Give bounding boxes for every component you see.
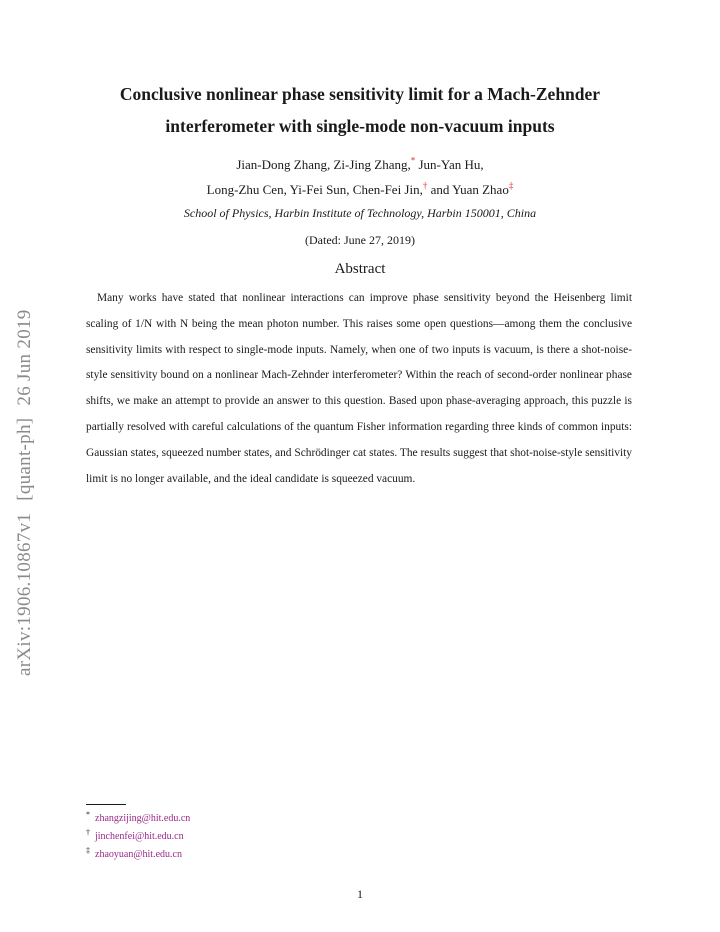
footnote-3: ‡ zhaoyuan@hit.edu.cn [86,845,182,860]
authors-line-2-start: Long-Zhu Cen, Yi-Fei Sun, Chen-Fei Jin, [206,182,423,197]
author-list [80,152,640,202]
title-line-1: Conclusive nonlinear phase sensitivity limit for a Mach-Zehnder [119,84,601,104]
footnote-mark-2[interactable]: † [422,180,428,191]
footnote-3-email-link[interactable]: zhaoyuan@hit.edu.cn [95,849,182,860]
authors-line-1-start: Jian-Dong Zhang, Zi-Jing Zhang, [236,157,411,172]
arxiv-date: 26 Jun 2019 [14,309,35,406]
footnotes [86,810,190,864]
arxiv-identifier-stamp [14,309,36,676]
footnote-1: * zhangzijing@hit.edu.cn [86,809,191,824]
authors-line-1 [80,152,640,177]
page-number: 1 [357,887,363,901]
authors-line-1-end: Jun-Yan Hu, [415,157,484,172]
footnote-1-email-link[interactable]: zhangzijing@hit.edu.cn [95,813,191,824]
abstract-heading: Abstract [334,261,386,277]
affiliation: School of Physics, Harbin Institute of Technology, Harbin 150001, China [183,206,537,220]
title-line-2: interferometer with single-mode non-vacuum inputs [165,116,555,136]
dated-line: (Dated: June 27, 2019) [305,233,415,247]
authors-line-2 [80,177,640,202]
arxiv-category: [quant-ph] [14,417,35,501]
footnote-mark-3[interactable]: ‡ [508,180,514,191]
authors-line-2-end: and Yuan Zhao [427,182,509,197]
footnote-mark-1[interactable]: * [410,155,416,166]
paper-title [80,78,640,142]
abstract-text: Many works have stated that nonlinear interactions can improve phase sensitivity beyond the Heisenberg limit scaling of 1/N with N being the mean photon number. This raises some open questions—among them the conclusive sensitivity limits with respect to single-mode inputs. Namely, when one of two inputs is vacuum, is there a shot-noise-style sensitivity bound on a nonlinear Mach-Zehnder interferometer? Within the reach of second-order nonlinear phase shifts, we make an attempt to provide an answer to this question. Based upon phase-averaging approach, this puzzle is partially resolved with careful calculations of the quantum Fisher information regarding three kinds of common inputs: Gaussian states, squeezed number states, and Schrödinger cat states. The results suggest that shot-noise-style sensitivity limit is no longer available, and the ideal candidate is squeezed vacuum. [86,292,632,485]
arxiv-id: arXiv:1906.10867v1 [14,512,35,676]
footnote-2-email-link[interactable]: jinchenfei@hit.edu.cn [95,831,184,842]
footnote-2: † jinchenfei@hit.edu.cn [86,827,184,842]
footnote-divider [86,804,126,805]
